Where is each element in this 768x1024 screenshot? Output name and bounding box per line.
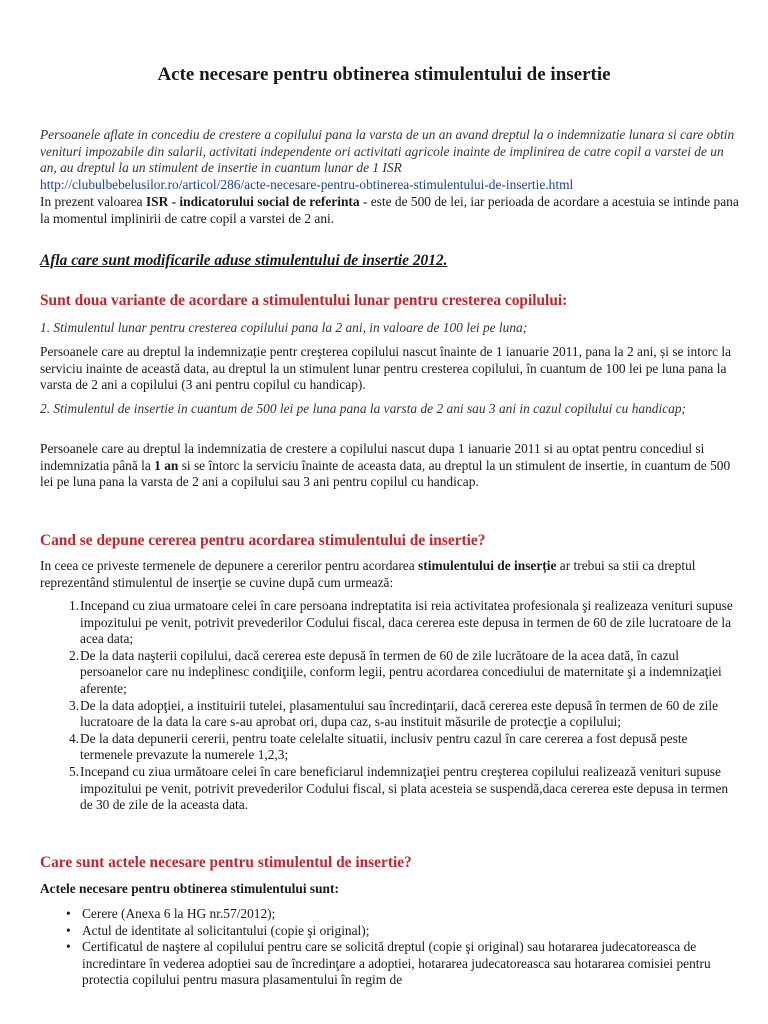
list-item: 3. De la data adopţiei, a instituirii tutelei, plasamentului sau încredinţarii, dacă cererea este depusă în termen de 60 de zile lucratoare de la data la care s-au aprobat ori, dupa caz, s-au instituit măsurile de protecţie a copilului; xyxy=(69,697,719,730)
variant-2-text xyxy=(40,441,740,491)
acte-list xyxy=(40,906,740,989)
list-item: • Cerere (Anexa 6 la HG nr.57/2012); xyxy=(66,906,276,921)
cand-list xyxy=(40,598,740,814)
bullet-icon: • xyxy=(66,939,71,955)
variant-1-title: 1. Stimulentul lunar pentru cresterea copilului pana la 2 ani, in valoare de 100 lei pe luna; xyxy=(40,320,528,335)
isr-bold: ISR - indicatorului social de referinta xyxy=(145,194,360,209)
cand-intro xyxy=(40,558,740,591)
heading-acte: Care sunt actele necesare pentru stimulentul de insertie? xyxy=(40,854,412,871)
variant-2-title: 2. Stimulentul de insertie in cuantum de 500 lei pe luna pana la varsta de 2 ani sau 3 ani in cazul copilului cu handicap; xyxy=(40,401,687,416)
heading-cand: Cand se depune cererea pentru acordarea stimulentului de insertie? xyxy=(40,532,486,549)
bullet-icon: • xyxy=(66,922,71,938)
list-item: 5. Incepand cu ziua următoare celei în care beneficiarul indemnizaţiei pentru creşterea copilului realizează venituri supuse impozitului pe venit, potrivit prevederilor Codului fiscal, si plata acesteia se suspendă,daca cererea este depusa in termen de 30 de zile de la aceasta data. xyxy=(69,763,729,813)
variant-1-text: Persoanele care au dreptul la indemnizație pentr creşterea copilului nascut înainte de 1 ianuarie 2011, pana la 2 ani, și se intorc la serviciu inainte de această data, au dreptul la un stimulent lunar pentru cresterea copilului, în cuantum de 100 lei pe luna pana la varsta de 2 ani a copilului (3 ani pentru copilul cu handicap). xyxy=(40,344,732,393)
isr-paragraph xyxy=(40,194,740,227)
source-link-line xyxy=(40,177,740,194)
heading-variante: Sunt doua variante de acordare a stimulentului lunar pentru cresterea copilului: xyxy=(40,292,568,309)
bullet-icon: • xyxy=(66,906,71,921)
v2-pre: Persoanele care au dreptul la indemnizatia de crestere a copilului nascut dupa 1 ianuarie 2011 si au optat pentru concediul si indemnizatia până la xyxy=(40,441,705,473)
page-title: Acte necesare pentru obtinerea stimulentului de insertie xyxy=(157,64,611,85)
isr-post: - este de 500 de lei, iar perioada de acordare a acestuia se intinde pana la momentul implinirii de catre copil a varstei de 2 ani. xyxy=(40,194,739,226)
list-item: 2. De la data naşterii copilului, dacă cererea este depusă în termen de 60 de zile lucrătoare de la acea dată, în cazul persoanelor care nu indeplinesc condiţiile, conform legii, pentru acordarea concediului de maternitate şi a indemnizaţiei aferente; xyxy=(69,647,722,696)
intro-paragraph: Persoanele aflate in concediu de crestere a copilului pana la varsta de un an avand dreptul la o indemnizatie lunara si care obtin venituri impozabile din salarii, activitati independente ori activitati agricole inainte de implinirea de catre copil a varstei de un an, au dreptul la un stimulent de insertie in cuantum lunar de 1 ISR xyxy=(40,127,735,176)
list-item: • Actul de identitate al solicitantului (copie şi original); xyxy=(66,922,370,938)
isr-pre: In prezent valoarea xyxy=(40,194,146,209)
modifications-link[interactable]: Afla care sunt modificarile aduse stimulentului de insertie 2012. xyxy=(40,252,448,269)
cand-intro-bold: stimulentului de inserție xyxy=(418,558,557,573)
cand-intro-pre: In ceea ce priveste termenele de depunere a cererilor pentru acordarea xyxy=(40,558,419,573)
list-item: • Certificatul de naştere al copilului pentru care se solicită dreptul (copie şi original) sau hotararea judecatoreasca de incredintare în vederea adoptiei sau de încredinţare a adoptiei, hotararea judecatoreasca sau hotararea comisiei pentru protectia copilului pentru masura plasamentului în regim de xyxy=(66,939,711,988)
acte-subheading: Actele necesare pentru obtinerea stimulentului sunt: xyxy=(40,881,339,896)
list-item: 4. De la data depunerii cererii, pentru toate celelalte situatii, inclusiv pentru cazul în care cererea a fost depusă peste termenele prevazute la numerele 1,2,3; xyxy=(69,730,688,763)
v2-post: si se întorc la serviciu înainte de aceasta data, au dreptul la un stimulent de insertie, in cuantum de 500 lei pe luna pana la varsta de 2 ani a copilului sau 3 ani pentru copilul cu handicap. xyxy=(40,457,731,490)
source-link[interactable]: http://clubulbebelusilor.ro/articol/286/acte-necesare-pentru-obtinerea-stimulentului-de-insertie.html xyxy=(40,177,574,192)
list-item: 1. Incepand cu ziua urmatoare celei în care persoana indreptatita isi reia activitatea profesionala şi realizeaza venituri supuse impozitului pe venit, potrivit prevederilor Codului fiscal, daca cererea este depusa in termen de 60 de zile lucratoare de la acea data; xyxy=(69,598,733,647)
cand-intro-post: ar trebui sa stii ca dreptul reprezentând stimulentul de inserţie se cuvine după cum urmează: xyxy=(40,558,696,590)
v2-bold: 1 an xyxy=(154,457,179,473)
